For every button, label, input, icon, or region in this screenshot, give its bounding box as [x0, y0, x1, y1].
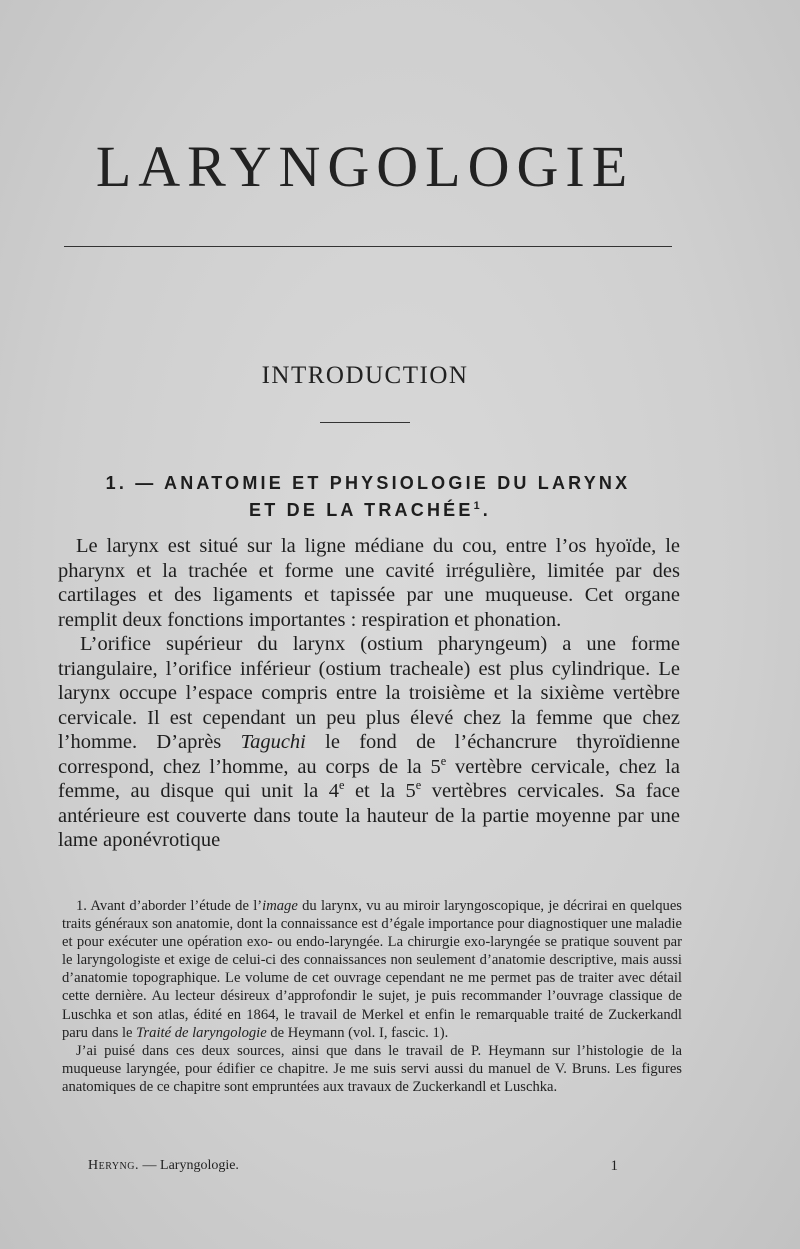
body-text	[58, 534, 680, 853]
paragraph-2-part: et la 5	[344, 780, 416, 802]
footnote-italic: image	[262, 898, 298, 914]
chapter-heading	[60, 470, 680, 524]
section-title: INTRODUCTION	[261, 362, 469, 389]
paragraph-2-part: le fond de l’échancrure thyroïdienne correspond, chez l’homme, au corps de la 5	[58, 731, 680, 778]
paragraph-1: Le larynx est situé sur la ligne médiane du cou, entre l’os hyoïde, le pharynx et la trachée et forme une cavité irrégulière, limitée par des cartilages et des ligaments et tapissée par une muqueuse. Cet organe remplit deux fonctions importantes : respiration et phonation.	[58, 535, 680, 631]
ordinal-sup: e	[338, 778, 345, 793]
page-number: 1	[610, 1158, 618, 1174]
footnote-1	[62, 897, 682, 1042]
chapter-title-end: .	[482, 500, 491, 520]
book-title: LARYNGOLOGIE	[95, 134, 635, 199]
footer-author: Heryng.	[88, 1158, 140, 1173]
chapter-heading-line1	[56, 470, 680, 497]
paragraph-2-part: vertèbre cervicale, chez la femme, au disque qui unit la 4	[58, 755, 680, 802]
book-title-italic: Traité de laryngologie	[136, 1024, 267, 1041]
page-footer	[88, 1158, 618, 1174]
chapter-number: 1.	[105, 473, 128, 493]
ordinal-sup: e	[415, 778, 422, 793]
paragraph-2-part: vertèbres cervicales. Sa face antérieure est couverte dans toute la hauteur de la partie moyenne par une lame aponévrotique	[58, 780, 681, 851]
title-rule	[64, 246, 672, 247]
section-rule	[320, 422, 410, 423]
chapter-dash: —	[135, 473, 157, 493]
author-name: Taguchi	[240, 731, 306, 753]
chapter-title-line1: ANATOMIE ET PHYSIOLOGIE DU LARYNX	[164, 473, 631, 493]
paragraph-2	[58, 632, 680, 853]
footnote-ref[interactable]: 1	[473, 500, 483, 512]
footnotes	[62, 897, 682, 1096]
footnote-part: 1. Avant d’aborder l’étude de l’	[76, 898, 263, 914]
ordinal-sup: e	[440, 753, 447, 768]
footnote-2: J’ai puisé dans ces deux sources, ainsi que dans le travail de P. Heymann sur l’histologie de la muqueuse laryngée, pour édifier ce chapitre. Je me suis servi aussi du manuel de V. Bruns. Les figures anatomiques de ce chapitre sont empruntées aux travaux de Zuckerkandl et Luschka.	[62, 1042, 682, 1095]
paragraph-2-part: L’orifice supérieur du larynx (ostium pharyngeum) a une forme triangulaire, l’orifice inférieur (ostium tracheale) est plus cylindrique. Le larynx occupe l’espace compris entre la troisième et la sixième vertèbre cervicale. Il est cependant un peu plus élevé chez la femme que chez l’homme. D’après	[58, 633, 680, 753]
chapter-heading-line2	[60, 497, 680, 524]
chapter-title-line2: ET DE LA TRACHÉE	[249, 500, 474, 520]
footnote-part: de Heymann (vol. I, fascic. 1).	[266, 1024, 449, 1041]
footer-title: — Laryngologie.	[139, 1158, 239, 1173]
footnote-part: du larynx, vu au miroir laryngoscopique, je décrirai en quelques traits généraux son anatomie, dont la connaissance est d’égale importance pour diagnostiquer une maladie et pour exécuter une opération exo- ou endo-laryngée. La chirurgie exo-laryngée se pratique souvent par le laryngologiste et exige de celui-ci des connaissances non seulement d’anatomie descriptive, mais aussi d’anatomie topographique. Le volume de cet ouvrage cependant ne me permet pas de traiter avec détail cette dernière. Au lecteur désireux d’approfondir le sujet, je puis recommander l’ouvrage classique de Luschka et son atlas, édité en 1864, le travail de Merkel et enfin le remarquable traité de Zuckerkandl paru dans le	[62, 898, 682, 1041]
